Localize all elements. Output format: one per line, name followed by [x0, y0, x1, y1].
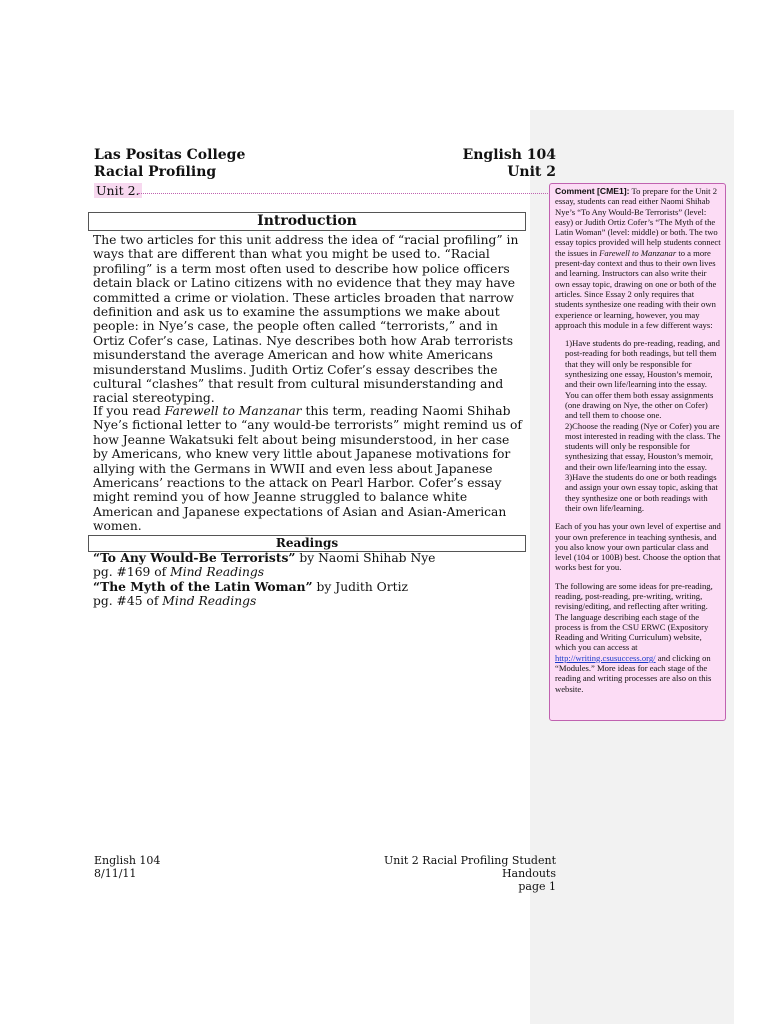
topic-title: Racial Profiling — [94, 164, 217, 180]
introduction-heading: Introduction — [88, 212, 526, 231]
footer-course: English 104 — [94, 854, 161, 867]
comment-options-list: 1)Have students do pre-reading, reading, and post-reading for both readings, but tell them that they will only be responsible for synthesizing one essay, Houston’s memoir, and their own life/learning into the essay. You can offer them both essay assignments (one drawing on Nye, the other on Cofer) and tell them to choose one. 2)Choose the reading (Nye or Cofer) you are most interested in reading with the class. The students will only be responsible for synthesizing that essay, Houston’s memoir, and their own life/learning into the essay. 3)Have the students do one or both readings and assign your own essay topic, asking that they synthesize one or both readings with their own life/learning. — [565, 338, 721, 513]
header-left — [94, 147, 245, 181]
reading-1-title-line — [93, 551, 525, 565]
footer-right — [330, 854, 556, 893]
reading-1-book: Mind Readings — [170, 565, 265, 580]
comment-p1-a: To prepare for the Unit 2 essay, students can read either Naomi Shihab Nye’s “To Any Would-Be Terrorists” (level: easy) or Judith Ortiz Cofer’s “The Myth of the Latin Woman” (level: middle) or both. The two essay topics provided will help students connect the issues in — [555, 186, 721, 258]
reading-1-page: pg. #169 of — [93, 565, 171, 580]
unit-name: Unit 2 — [507, 164, 556, 180]
comment-paragraph-2: Each of you has your own level of expertise and your own preference in teaching synthesis, and you also know your own particular class and level (104 or 100B) best. Choose the option that works best for you. — [555, 521, 721, 573]
comment-label: Comment [CME1]: — [555, 186, 630, 196]
comment-connector-line — [138, 193, 550, 194]
para2-prefix: If you read — [93, 404, 165, 418]
footer-date: 8/11/11 — [94, 867, 137, 880]
comment-p3-b: and clicking on “Modules.” More ideas for each stage of the reading and writing processes are also on this website. — [555, 652, 712, 694]
reading-1-author: by Naomi Shihab Nye — [295, 551, 436, 565]
college-name: Las Positas College — [94, 147, 246, 163]
footer-page-number: page 1 — [518, 880, 556, 893]
comment-paragraph-3 — [555, 581, 722, 694]
comment-paragraph-1 — [555, 186, 722, 330]
intro-paragraph-1: The two articles for this unit address the idea of “racial profiling” in ways that are different than what you might be used to. “Racial profiling” is a term most often used to describe how police officers detain black or Latino citizens with no evidence that they may have committed a crime or violation. These articles broaden that narrow definition and ask us to examine the assumptions we make about people: in Nye’s case, the people often called “terrorists,” and in Ortiz Cofer’s case, Latinas. Nye describes both how Arab terrorists misunderstand the average American and how white Americans misunderstand Muslims. Judith Ortiz Cofer’s essay describes the cultural “clashes” that result from cultural misunderstanding and racial stereotyping. — [93, 233, 519, 406]
readings-heading: Readings — [88, 535, 526, 552]
book-title: Farewell to Manzanar — [164, 404, 302, 418]
reading-2-page: pg. #45 of — [93, 594, 163, 609]
comment-p3-a: The following are some ideas for pre-reading, reading, post-reading, pre-writing, writing, revising/editing, and reflecting after writing. The language describing each stage of the process is from the CSU ERWC (Expository Reading and Writing Curriculum) website, which you can access at — [555, 580, 713, 653]
para2-rest: this term, reading Naomi Shihab Nye’s fictional letter to “any would-be terrorists” might remind us of how Jeanne Wakatsuki felt about being misunderstood, in her case by Americans, who knew very little about Japanese motivations for allying with the Germans in WWII and even less about Japanese Americans’ reactions to the attack on Pearl Harbor. Cofer’s essay might remind you of how Jeanne struggled to balance white American and Japanese expectations of Asian and Asian-American women. — [93, 404, 522, 534]
reading-2-title-line — [93, 580, 525, 594]
reading-2-author: by Judith Ortiz — [312, 579, 408, 594]
reading-2-page-line — [93, 594, 525, 608]
reading-1-page-line — [93, 565, 525, 579]
comment-book-title: Farewell to Manzanar — [599, 247, 677, 258]
reading-2-title: “The Myth of the Latin Woman” — [93, 578, 313, 594]
course-name: English 104 — [462, 147, 556, 163]
comment-p1-b: to a more present-day context and thus to their own lives and learning. Instructors can also write their own essay topic, drawing on one or both of the articles. Since Essay 2 only requires that students synthesize one reading with their own experience or learning, however, you may approach this module in a few different ways: — [555, 247, 717, 330]
readings-list — [93, 551, 525, 609]
footer-doc-title: Unit 2 Racial Profiling Student Handouts — [383, 854, 556, 880]
erwc-link[interactable]: http://writing.csusuccess.org/ — [555, 652, 656, 663]
footer-left — [94, 854, 160, 880]
highlighted-unit-text[interactable]: Unit 2. — [96, 183, 140, 198]
reading-1-title: “To Any Would-Be Terrorists” — [93, 550, 296, 565]
header-right — [430, 147, 556, 181]
reading-2-book: Mind Readings — [162, 594, 257, 609]
intro-paragraph-2 — [93, 404, 525, 534]
comment-anchor[interactable] — [94, 183, 142, 199]
comment-balloon[interactable] — [549, 183, 726, 721]
